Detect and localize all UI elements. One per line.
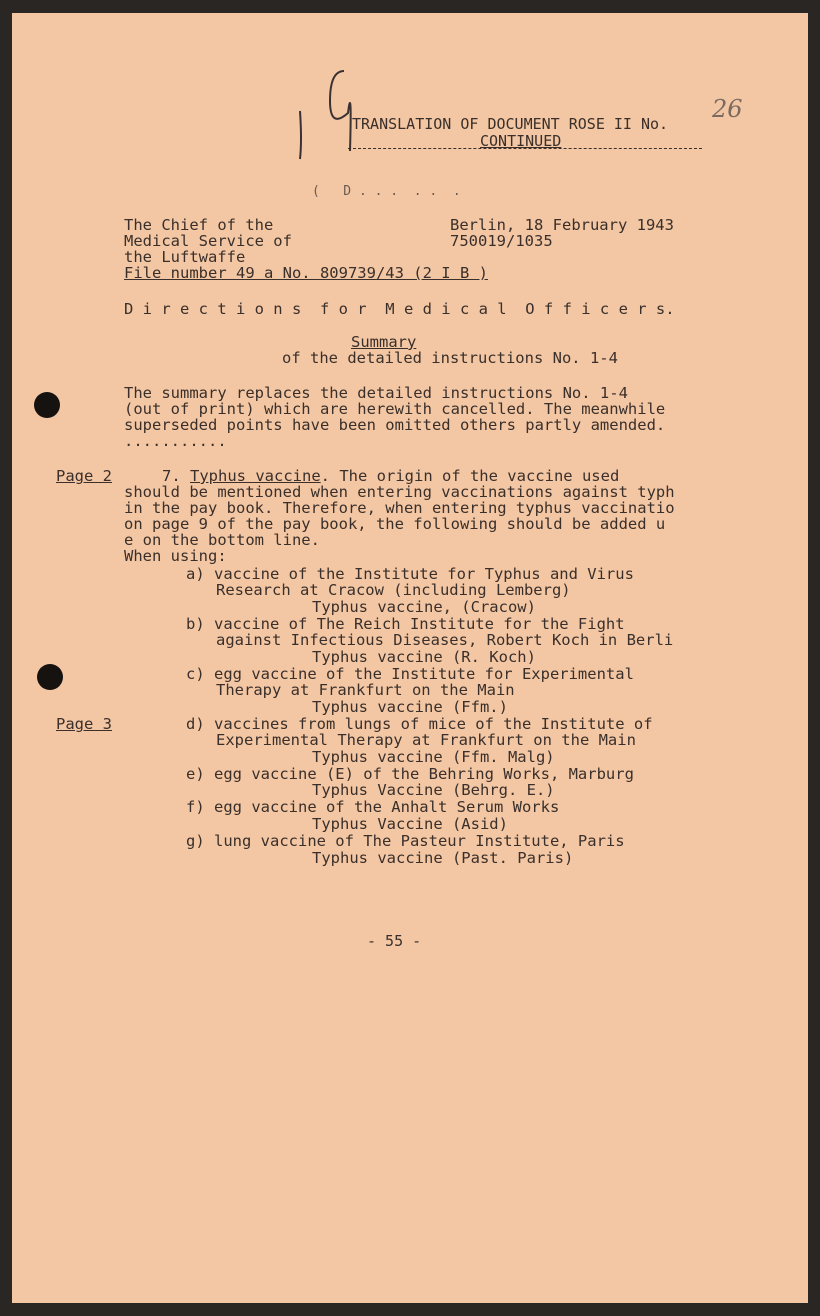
directions-heading: D i r e c t i o n s f o r M e d i c a l O f f i c e r s. — [124, 300, 675, 318]
item-c-name: Typhus vaccine (Ffm.) — [312, 698, 508, 716]
item-g-line-1: g) lung vaccine of The Pasteur Institute, Paris — [186, 832, 625, 850]
item-b-name: Typhus vaccine (R. Koch) — [312, 648, 536, 666]
item-a-name: Typhus vaccine, (Cracow) — [312, 598, 536, 616]
item-d-line-2: Experimental Therapy at Frankfurt on the Main — [216, 731, 636, 749]
section-7-number: 7. — [162, 467, 181, 485]
section-7-line-2: should be mentioned when entering vaccinations against typh — [124, 483, 675, 501]
when-using: When using: — [124, 547, 227, 565]
punch-hole-lower — [37, 664, 63, 690]
item-c-line-1: c) egg vaccine of the Institute for Experimental — [186, 665, 634, 683]
intro-line-1: The summary replaces the detailed instructions No. 1-4 — [124, 384, 628, 402]
title-rule — [348, 148, 702, 149]
item-f-name: Typhus Vaccine (Asid) — [312, 815, 508, 833]
margin-page-ref-2: Page 2 — [56, 467, 112, 485]
section-7-line-3: in the pay book. Therefore, when entering typhus vaccinatio — [124, 499, 675, 517]
item-d-line-1: d) vaccines from lungs of mice of the Institute of — [186, 715, 653, 733]
item-g-name: Typhus vaccine (Past. Paris) — [312, 849, 574, 867]
faint-stamp: ( D . . . . . . — [312, 184, 461, 199]
item-b-line-2: against Infectious Diseases, Robert Koch in Berli — [216, 631, 674, 649]
item-a-line-2: Research at Cracow (including Lemberg) — [216, 581, 571, 599]
item-e-name: Typhus Vaccine (Behrg. E.) — [312, 781, 555, 799]
place-date: Berlin, 18 February 1943 — [450, 216, 674, 234]
section-7-title: Typhus vaccine — [190, 467, 321, 485]
page-number: - 55 - — [367, 932, 422, 950]
section-7-line-4: on page 9 of the pay book, the following should be added u — [124, 515, 666, 533]
punch-hole-upper — [34, 392, 60, 418]
reference-number: 750019/1035 — [450, 232, 553, 250]
intro-line-3: superseded points have been omitted others partly amended. — [124, 416, 666, 434]
item-f-line-1: f) egg vaccine of the Anhalt Serum Works — [186, 798, 560, 816]
summary-heading: Summary — [351, 333, 417, 351]
file-number: File number 49 a No. 809739/43 (2 I B ) — [124, 264, 488, 282]
document-subtitle: CONTINUED — [480, 132, 562, 150]
sender-line-2: Medical Service of — [124, 232, 292, 250]
section-7-line-5: e on the bottom line. — [124, 531, 320, 549]
item-b-line-1: b) vaccine of The Reich Institute for the Fight — [186, 615, 625, 633]
document-title: TRANSLATION OF DOCUMENT ROSE II No. — [352, 115, 669, 133]
sender-line-1: The Chief of the — [124, 216, 274, 234]
handwritten-page-number: 26 — [712, 95, 743, 123]
handwritten-mark — [292, 41, 362, 161]
item-c-line-2: Therapy at Frankfurt on the Main — [216, 681, 515, 699]
intro-line-2: (out of print) which are herewith cancelled. The meanwhile — [124, 400, 666, 418]
item-a-line-1: a) vaccine of the Institute for Typhus and Virus — [186, 565, 634, 583]
margin-page-ref-3: Page 3 — [56, 715, 112, 733]
dotted-separator: ........... — [124, 432, 227, 450]
sender-line-3: the Luftwaffe — [124, 248, 246, 266]
section-7-rest: . The origin of the vaccine used — [320, 467, 620, 485]
summary-subheading: of the detailed instructions No. 1-4 — [282, 349, 618, 367]
document-page — [12, 13, 808, 1303]
item-e-line-1: e) egg vaccine (E) of the Behring Works, Marburg — [186, 765, 634, 783]
item-d-name: Typhus vaccine (Ffm. Malg) — [312, 748, 555, 766]
